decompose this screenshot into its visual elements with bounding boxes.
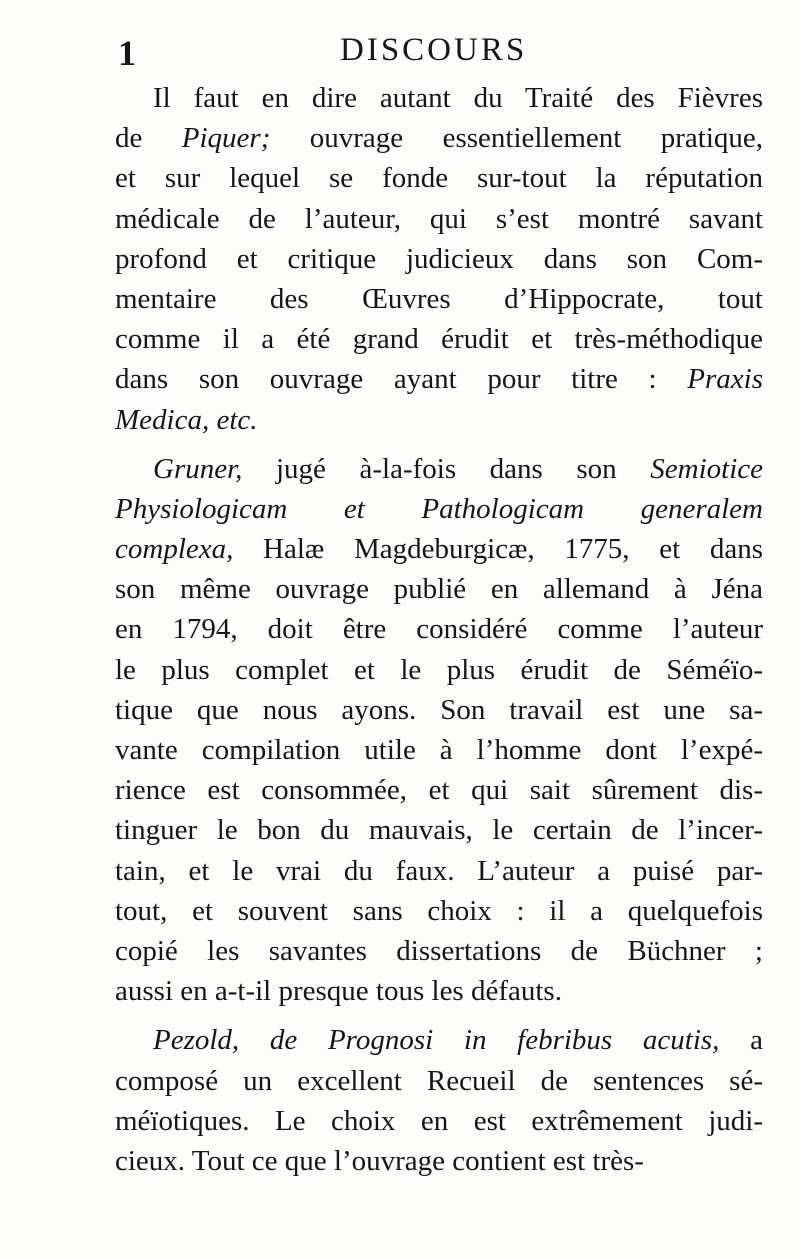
text-line <box>115 158 763 198</box>
text-run: de <box>115 122 182 155</box>
text-line <box>115 810 763 850</box>
text-line <box>115 609 763 649</box>
text-run: ouvrage essentiellement pratique, <box>270 122 764 155</box>
italic-text: Pezold, de Prognosi in febribus acutis, <box>153 1024 720 1057</box>
paragraph-gap <box>115 440 763 449</box>
text-line <box>115 319 763 359</box>
text-line <box>115 971 763 1011</box>
text-line <box>115 1101 763 1141</box>
italic-text: Physiologicam et Pathologicam generalem <box>115 492 763 525</box>
text-line <box>115 279 763 319</box>
text-line <box>115 1141 763 1181</box>
text-run: mentaire des Œuvres d’Hippocrate, tout <box>115 282 763 315</box>
text-run: composé un excellent Recueil de sentences sé- <box>115 1064 763 1097</box>
text-line <box>115 650 763 690</box>
italic-text: Praxis <box>687 363 763 396</box>
text-run: aussi en a-t-il presque tous les défauts. <box>115 975 562 1008</box>
italic-text: Piquer; <box>181 122 271 155</box>
text-run: en 1794, doit être considéré comme l’auteur <box>115 613 763 646</box>
text-line <box>115 851 763 891</box>
page-header <box>112 26 762 76</box>
text-run: tinguer le bon du mauvais, le certain de l’incer- <box>115 814 763 847</box>
text-line <box>115 400 763 440</box>
text-run: tain, et le vrai du faux. L’auteur a puisé par- <box>115 854 763 887</box>
page-number: 1 <box>118 33 136 73</box>
text-run: rience est consommée, et qui sait sûrement dis- <box>115 774 763 807</box>
text-run: cieux. Tout ce que l’ouvrage contient est très- <box>115 1144 644 1177</box>
text-run: a <box>719 1024 764 1057</box>
text-line <box>115 730 763 770</box>
text-line <box>115 770 763 810</box>
text-run: Halæ Magdeburgicæ, 1775, et dans <box>233 533 763 566</box>
text-run: tout, et souvent sans choix : il a quelquefois <box>115 894 763 927</box>
text-line <box>115 931 763 971</box>
text-line <box>115 359 763 399</box>
text-run: copié les savantes dissertations de Büchner ; <box>115 934 763 967</box>
paragraph-gap <box>115 1011 763 1020</box>
text-run: jugé à-la-fois dans son <box>242 452 651 485</box>
paragraph <box>115 1020 763 1181</box>
text-run: son même ouvrage publié en allemand à Jéna <box>115 573 763 606</box>
text-run: dans son ouvrage ayant pour titre : <box>115 363 688 396</box>
italic-text: Semiotice <box>650 452 763 485</box>
text-run: tique que nous ayons. Son travail est une sa- <box>115 693 763 726</box>
text-run: et sur lequel se fonde sur-tout la réputation <box>115 162 763 195</box>
text-line <box>115 891 763 931</box>
text-line <box>115 118 763 158</box>
paragraph <box>115 78 763 440</box>
italic-text: Medica, etc. <box>115 403 258 436</box>
paragraph <box>115 449 763 1012</box>
text-run: comme il a été grand érudit et très-méthodique <box>115 323 763 356</box>
text-line <box>115 1020 763 1060</box>
text-line <box>115 78 763 118</box>
text-run: vante compilation utile à l’homme dont l’expé- <box>115 734 763 766</box>
text-line <box>115 199 763 239</box>
text-line <box>115 1061 763 1101</box>
running-head: DISCOURS <box>340 32 528 68</box>
italic-text: Gruner, <box>153 452 243 485</box>
text-line <box>115 690 763 730</box>
text-run: profond et critique judicieux dans son Com- <box>115 242 763 275</box>
text-line <box>115 489 763 529</box>
text-line <box>115 569 763 609</box>
text-line <box>115 449 763 489</box>
body-text <box>115 78 763 1181</box>
text-run: le plus complet et le plus érudit de Séméïo- <box>115 653 763 686</box>
text-line <box>115 529 763 569</box>
text-run: médicale de l’auteur, qui s’est montré savant <box>115 202 763 235</box>
italic-text: complexa, <box>115 533 234 566</box>
text-run: méïotiques. Le choix en est extrêmement judi- <box>115 1104 763 1137</box>
text-line <box>115 239 763 279</box>
text-run: Il faut en dire autant du Traité des Fièvres <box>153 82 763 114</box>
